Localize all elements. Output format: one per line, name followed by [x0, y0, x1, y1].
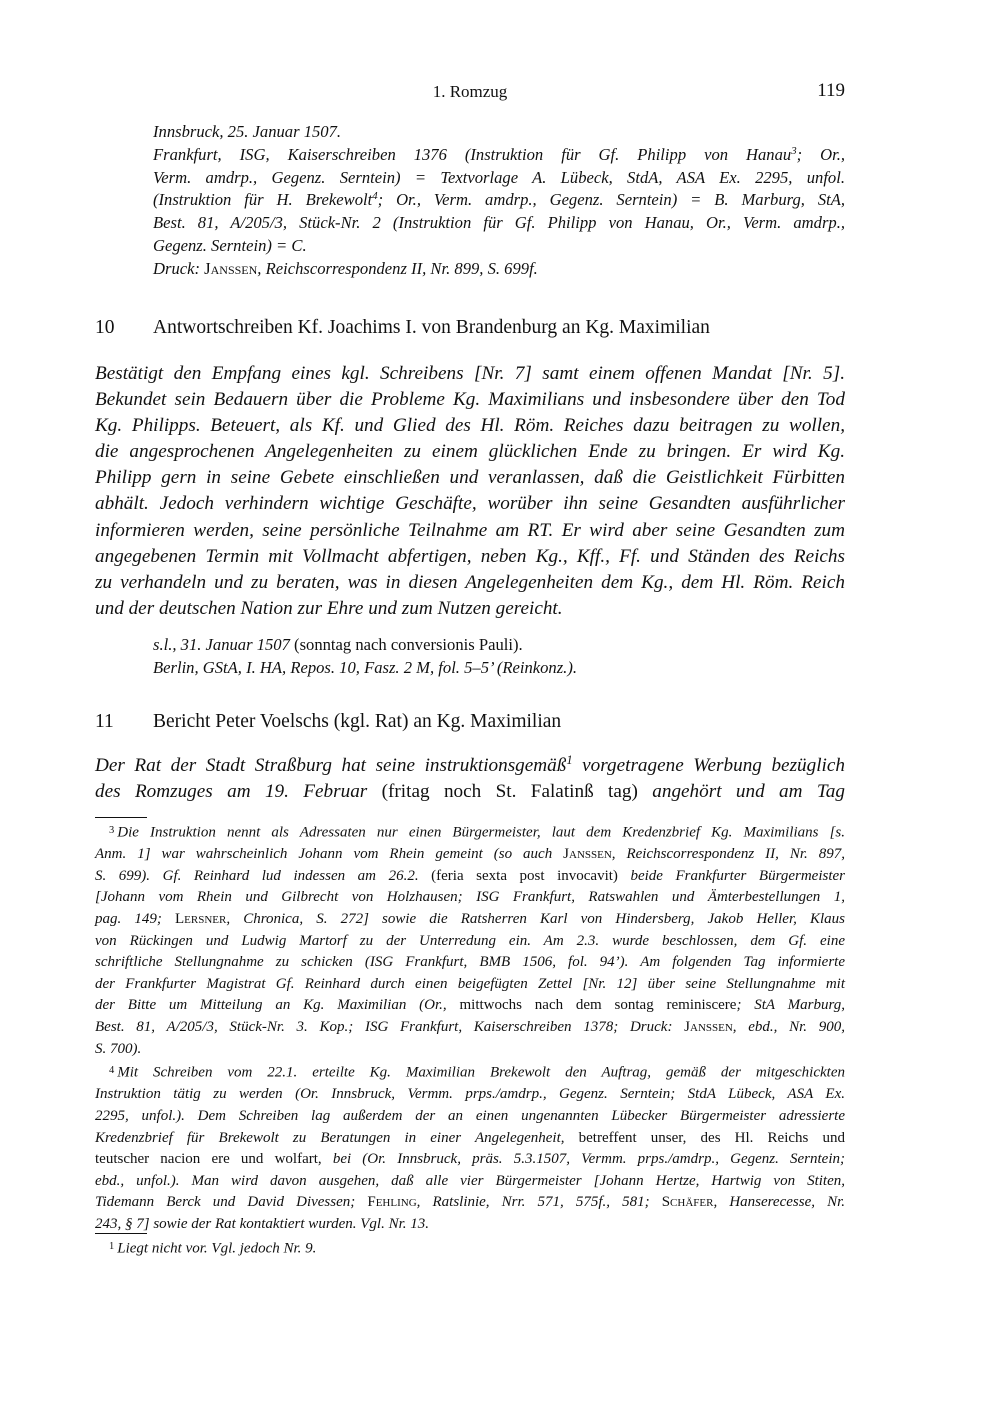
footnote-rule	[95, 817, 147, 818]
footnote-line: Kredenzbrief für Brekewolt zu Beratungen in einer Angelegenheit, betreffent unser, des Hl. Reichs und	[95, 1129, 845, 1146]
regest-line: Bestätigt den Empfang eines kgl. Schreibens [Nr. 7] samt einem offenen Mandat [Nr. 5].	[95, 363, 845, 384]
doc10-date: s.l., 31. Januar 1507 (sonntag nach conversionis Pauli).	[153, 635, 523, 654]
regest-line: und der deutschen Nation zur Ehre und zum Nutzen gereicht.	[95, 597, 563, 619]
footnote-marker: 3	[109, 825, 115, 836]
regest-line: Bekundet sein Bedauern über die Probleme Kg. Maximilians und insbesondere über den Tod	[95, 389, 845, 411]
footnote-ref-1[interactable]: 1	[566, 753, 573, 768]
footnote-line: pag. 149; Lersner, Chronica, S. 272] sowie die Ratsherren Karl von Hindersberg, Jakob Heller, Klaus	[95, 911, 846, 928]
regest-line: Philipp gern in seine Gebete einschließen und veranlassen, daß die Geistlichkeit Fürbitten	[95, 467, 845, 489]
regest-line: zu verhandeln und zu beraten, was in diesen Angelegenheiten dem Kg., dem Hl. Röm. Reich	[95, 571, 845, 593]
doc11-regest	[95, 753, 845, 805]
author-smallcaps: Janssen	[204, 258, 258, 278]
footnote-line: $^1$ Liegt nicht vor. Vgl. jedoch Nr. 9.	[109, 1240, 317, 1257]
footnote-rule	[95, 1233, 147, 1234]
footnote-line: Instruktion tätig zu werden (Or. Innsbruck, Vermm. prps./amdrp., Gegenz. Serntein; StdA Lübeck, ASA Ex.	[95, 1086, 845, 1103]
footnote-line: der Frankfurter Magistrat Gf. Reinhard durch einen beigefügten Zettel [Nr. 12] über seine Stellungnahme mit	[95, 975, 845, 992]
regest-line: die angesprochenen Angelegenheiten zu einem glücklichen Ende zu bringen. Er wird Kg.	[95, 441, 845, 463]
doc9-source-line: (Instruktion für H. Brekewolt$^4$; Or., Verm. amdrp., Gegenz. Serntein) = B. Marburg, StA,	[153, 190, 846, 210]
footnote-line: [Johann vom Rhein und Gilbrecht von Holzhausen; ISG Frankfurt, Ratswahlen und Ämterbestellungen 1,	[95, 889, 845, 906]
footnote-line: S. 699). Gf. Reinhard lud indessen am 26.2. (feria sexta post invocavit) beide Frankfurter Bürgermeister	[95, 867, 846, 884]
page-number: 119	[817, 80, 845, 101]
footnote-line: S. 700).	[95, 1040, 142, 1057]
doc10-regest	[95, 361, 845, 622]
regest-line: des Romzuges am 19. Februar (fritag noch St. Falatinß tag) angehört und am Tag	[95, 781, 845, 803]
footnote-line: 2295, unfol.). Dem Schreiben lag außerdem der an einen ungenannten Lübecker Bürgermeister adressierte	[95, 1108, 845, 1125]
footnote-line: von Rückingen und Ludwig Martorf zu der Unterredung ein. Am 2.3. wurde beschlossen, dem Gf. eine	[95, 932, 845, 949]
regest-line: informieren werden, seine persönliche Teilnahme am RT. Er wird aber seine Gesandten zum	[95, 519, 845, 541]
regest-line: angegebenen Termin mit Vollmacht abfertigen, neben Kg., Kff., Ff. und Ständen des Reichs	[95, 545, 845, 567]
footnote-line: teutscher nacion ere und wolfart, bei (Or. Innsbruck, präs. 5.3.1507, Vermm. prps./amdrp., Gegenz. Serntein;	[95, 1151, 845, 1168]
doc9-source-line: Gegenz. Serntein) = C.	[153, 235, 307, 255]
footnote-line: $^4$ Mit Schreiben vom 22.1. erteilte Kg. Maximilian Brekewolt den Auftrag, gemäß der mitgeschickten	[109, 1064, 845, 1081]
running-title: 1. Romzug	[432, 82, 508, 101]
regest-line: abhält. Jedoch verhindern wichtige Geschäfte, worüber ihn seine Gesandten ausführlicher	[95, 493, 845, 515]
doc9-source-line: Frankfurt, ISG, Kaiserschreiben 1376 (Instruktion für Gf. Philipp von Hanau$^3$; Or.,	[153, 144, 845, 164]
footnote-line: ebd., unfol.). Man wird davon ausgehen, daß alle vier Bürgermeister [Johann Hertze, Hartwig von Stiten,	[95, 1172, 845, 1189]
regest-line: Der Rat der Stadt Straßburg hat seine instruktionsgemäß$^1$ vorgetragene Werbung bezüglich	[95, 753, 845, 776]
doc9-source-block	[153, 121, 845, 281]
doc9-source-line: Verm. amdrp., Gegenz. Serntein) = Textvorlage A. Lübeck, StdA, ASA Ex. 2295, unfol.	[153, 167, 845, 187]
doc11-number: 11	[95, 711, 114, 732]
footnote-ref-3[interactable]: 3	[791, 144, 797, 157]
footnotes-lower	[95, 1236, 845, 1260]
doc9-print-reference: Druck: Janssen, Reichscorrespondenz II, Nr. 899, S. 699f.	[153, 258, 538, 278]
doc10-source-block	[153, 634, 845, 680]
doc10-source: Berlin, GStA, I. HA, Repos. 10, Fasz. 2 M, fol. 5–5’ (Reinkonz.).	[153, 657, 577, 677]
footnote-line: Tidemann Berck und David Divessen; Fehling, Ratslinie, Nrr. 571, 575f., 581; Schäfer, Hanserecesse, Nr.	[95, 1194, 845, 1211]
running-head	[95, 82, 845, 106]
footnote-line: Best. 81, A/205/3, Stück-Nr. 3. Kop.; ISG Frankfurt, Kaiserschreiben 1378; Druck: Janssen, ebd., Nr. 900,	[95, 1019, 845, 1036]
doc10-number: 10	[95, 317, 115, 338]
footnote-line: Anm. 1] war wahrscheinlich Johann vom Rhein gemeint (so auch Janssen, Reichscorrespondenz II, Nr. 897,	[95, 846, 845, 863]
doc11-title: Bericht Peter Voelschs (kgl. Rat) an Kg. Maximilian	[153, 711, 562, 732]
doc10-title: Antwortschreiben Kf. Joachims I. von Brandenburg an Kg. Maximilian	[153, 317, 710, 338]
regest-line: Kg. Philipps. Beteuert, als Kf. und Glied des Hl. Röm. Reiches dazu beitragen zu wollen,	[95, 415, 845, 437]
footnote-marker: 1	[109, 1241, 115, 1252]
doc9-date: Innsbruck, 25. Januar 1507.	[153, 122, 342, 141]
footnotes-upper	[95, 820, 845, 1236]
footnote-marker: 4	[109, 1065, 115, 1077]
footnote-line: der Bitte um Mitteilung an Kg. Maximilian (Or., mittwochs nach dem sontag reminiscere; StA Marburg,	[95, 997, 845, 1014]
footnote-ref-4[interactable]: 4	[372, 190, 378, 203]
footnote-line: 243, § 7] sowie der Rat kontaktiert wurden. Vgl. Nr. 13.	[95, 1216, 430, 1233]
footnote-line: $^3$ Die Instruktion nennt als Adressaten nur einen Bürgermeister, laut dem Kredenzbrief Kg. Maximilians [s.	[109, 824, 845, 841]
footnote-line: schriftliche Stellungnahme zu schicken (ISG Frankfurt, BMB 1506, fol. 94’). Am folgenden Tag informierte	[95, 954, 845, 971]
doc9-source-line: Best. 81, A/205/3, Stück-Nr. 2 (Instruktion für Gf. Philipp von Hanau, Or., Verm. amdrp.,	[153, 213, 845, 233]
